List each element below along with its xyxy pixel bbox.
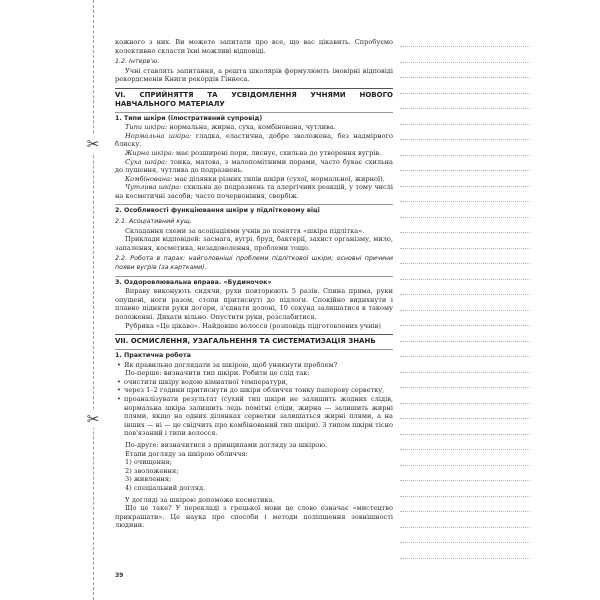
paragraph: У догляді за шкірою допоможе косметика.	[125, 495, 275, 504]
note-line	[400, 93, 530, 94]
activity-label: 1.2. Інтерв'ю.	[115, 58, 160, 66]
notes-area	[400, 46, 530, 566]
note-line	[400, 527, 530, 528]
note-line	[400, 403, 530, 404]
note-line	[400, 325, 530, 326]
term-label: Нормальна шкіра:	[125, 131, 192, 140]
paragraph: По-перше: визначити тип шкіри. Робити це слід так:	[125, 369, 310, 378]
term-label: Типи шкіри:	[125, 123, 168, 132]
definition-paragraph	[115, 183, 393, 200]
note-line	[400, 341, 530, 342]
term-definition: схильна до подразнень та алергічних реакцій, у тому числі на косметичні засоби; часто почервоніння, свербіж.	[115, 183, 393, 200]
paragraph: кожного з них. Ви можете запитати про все, що вас цікавить. Спробуємо колективно скласти їхні можливі відповіді.	[115, 38, 393, 55]
activity-label: 2.1. Асоціативний кущ.	[115, 218, 192, 226]
term-definition: нормальна, жирна, суха, комбінована, чутлива.	[167, 123, 336, 132]
scissors-icon: ✂	[84, 410, 102, 428]
paragraph: 1) очищення;	[125, 458, 172, 467]
note-line	[400, 542, 530, 543]
note-line	[400, 170, 530, 171]
term-definition: має ділянки різних типів шкіри (сухої, нормальної, жирної).	[172, 174, 385, 183]
bullet-item: • через 1–2 години притиснути до шкіри обличчя тонку паперову серветку,	[115, 386, 393, 395]
paragraph: Вправу виконують сидячи, рухи повторюють 5 разів. Спина пряма, руки опущені, ноги разом, стопи притиснуті до підлоги. Спокійно видихнути і плавно підняти руки догори, з'єднати долоні, 10 секунд залишатися в такому положенні. Дихати вільно. Опустити руки, розслабитися.	[115, 287, 393, 322]
note-line	[400, 387, 530, 388]
section-heading: VI. СПРИЙНЯТТЯ ТА УСВІДОМЛЕННЯ УЧНЯМИ НОВОГО НАВЧАЛЬНОГО МАТЕРІАЛУ	[115, 88, 393, 109]
page-number: 39	[115, 572, 124, 579]
note-line	[400, 77, 530, 78]
note-line	[400, 108, 530, 109]
note-line	[400, 279, 530, 280]
paragraph: 4) спеціальний догляд.	[125, 483, 206, 492]
note-line	[400, 511, 530, 512]
definition-paragraph	[115, 158, 393, 175]
term-label: Суха шкіра:	[125, 157, 168, 166]
bullet-list	[115, 361, 393, 370]
bullet-list	[115, 378, 393, 387]
bullet-item: • очистити шкіру водою кімнатної температури,	[115, 378, 393, 387]
paragraph: Приклади відповідей: засмага, вугрі, бруд, бактерії, захист організму, мило, запалення, косметика, незадоволення, проблеми тощо.	[115, 235, 393, 252]
paragraph: По-друге: визначитися з принципами догляду за шкірою.	[125, 440, 328, 449]
bullet-item: • проаналізувати результат (сухий тип шкіри не залишить жодних слідів, нормальна шкіра залишить ледь помітні сліди, жирна — залишить жирні плями, якщо на одних ділянках серветки залишаться жирні плями, а на інших — ні — це свідчить про комбінований тип шкіри). З типом шкіри тісно пов'язаний і типи волосся.	[115, 395, 393, 438]
bullet-list	[115, 395, 393, 438]
subsection-heading: 3. Оздоровлювальна вправа. «Будиночок»	[115, 276, 393, 288]
bullet-item: • Як правильно доглядати за шкірою, щоб уникнути проблем?	[115, 361, 393, 370]
paragraph: Складання схеми за асоціаціями учнів до поняття «шкіра підлітка».	[125, 226, 365, 235]
note-line	[400, 263, 530, 264]
section-heading: VII. ОСМИСЛЕННЯ, УЗАГАЛЬНЕННЯ ТА СИСТЕМАТИЗАЦІЯ ЗНАНЬ	[115, 334, 393, 346]
note-line	[400, 217, 530, 218]
paragraph: Що це таке? У перекладі з грецької мови це слово означає «мистецтво прикрашати». Це наука про способи і методи поліпшення зовнішності людини.	[115, 504, 393, 530]
term-label: Жирна шкіра:	[125, 148, 174, 157]
definition-paragraph	[115, 123, 393, 132]
scissors-icon: ✂	[84, 135, 102, 153]
note-line	[400, 124, 530, 125]
paragraph: 3) живлення;	[125, 475, 172, 484]
term-definition: має розширені пори, лиснує, схильна до утворення вугрів.	[173, 148, 382, 157]
note-line	[400, 186, 530, 187]
note-line	[400, 248, 530, 249]
note-line	[400, 294, 530, 295]
subsection-heading: 2. Особливості функціювання шкіри у підлітковому віці	[115, 204, 393, 216]
cut-line	[93, 0, 94, 600]
note-line	[400, 155, 530, 156]
term-definition: гладка, еластична, добре зволожена, без надмірного блиску.	[115, 131, 393, 149]
note-line	[400, 232, 530, 233]
definition-paragraph	[115, 132, 393, 149]
note-line	[400, 372, 530, 373]
bullet-list	[115, 386, 393, 395]
note-line	[400, 434, 530, 435]
main-text-column	[115, 38, 393, 530]
definition-paragraph	[115, 149, 393, 158]
note-line	[400, 480, 530, 481]
note-line	[400, 356, 530, 357]
term-definition: тонка, матова, з малопомітними порами, часто буває схильна до лущення, чутлива до подразнень.	[115, 157, 393, 175]
paragraph: Учні ставлять запитання, а решта школярів формулюють імовірні відповіді рекордсменів Книги рекордів Гіннеса.	[115, 66, 393, 84]
subsection-heading: 1. Типи шкіри (ілюстративний супровід)	[115, 112, 393, 124]
note-line	[400, 46, 530, 47]
activity-label: 2.2. Робота в парах: найголовніші проблеми підліткової шкіри; основні причини появи вугрів (за картками).	[115, 255, 393, 272]
note-line	[400, 558, 530, 559]
note-line	[400, 201, 530, 202]
note-line	[400, 465, 530, 466]
note-line	[400, 418, 530, 419]
term-label: Чутлива шкіра:	[125, 183, 182, 192]
note-line	[400, 139, 530, 140]
subsection-heading: 1. Практична робота	[115, 349, 393, 361]
paragraph: Рубрика «Це цікаво». Найдовше волосся (розповідь підготовлених учнів)	[125, 321, 381, 330]
definition-paragraph	[115, 175, 393, 184]
note-line	[400, 62, 530, 63]
note-line	[400, 496, 530, 497]
term-label: Комбінована:	[125, 174, 173, 183]
note-line	[400, 449, 530, 450]
paragraph: Етапи догляду за шкірою обличчя:	[125, 449, 248, 458]
note-line	[400, 310, 530, 311]
paragraph: 2) зволоження;	[125, 466, 179, 475]
